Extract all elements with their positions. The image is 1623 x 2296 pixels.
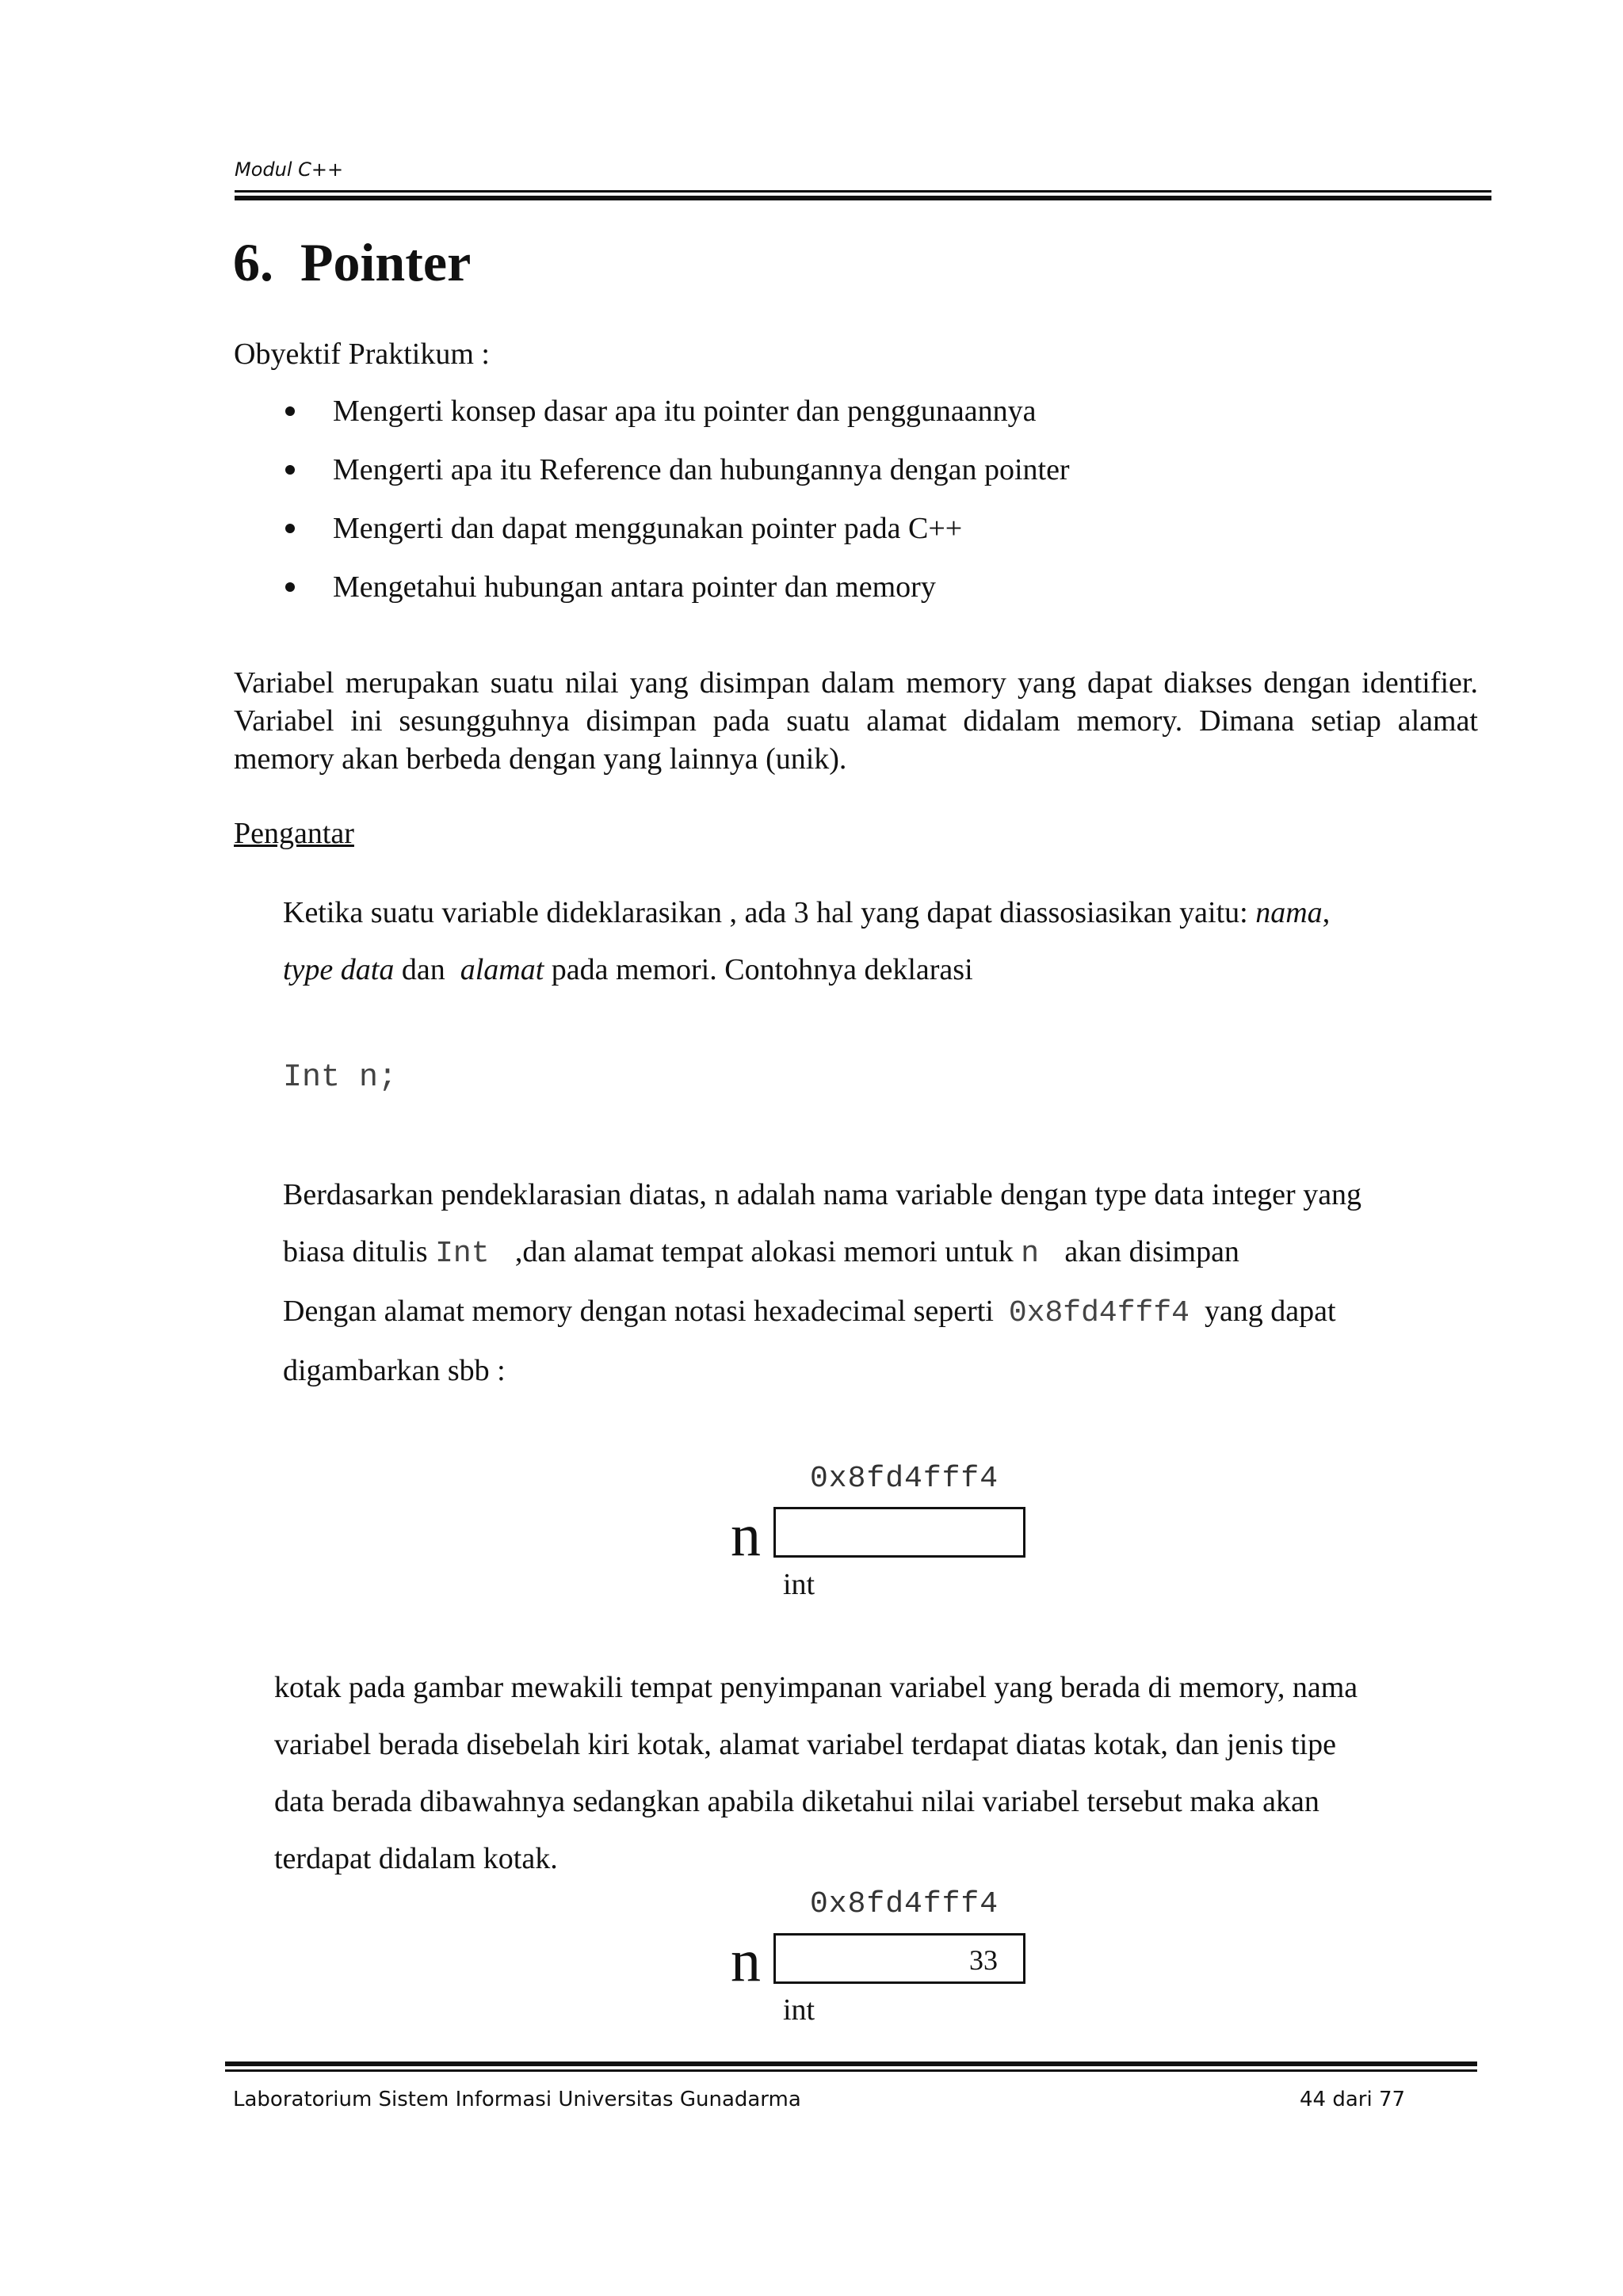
- text-span: pada memori. Contohnya deklarasi: [544, 953, 973, 986]
- list-item: [282, 509, 1070, 568]
- text-span: ,dan alamat tempat alokasi memori untuk: [507, 1235, 1022, 1268]
- declaration-paragraph: [283, 884, 1495, 998]
- text-span: biasa ditulis: [283, 1235, 436, 1268]
- header-module-title: Modul C++: [235, 158, 344, 181]
- data-type-label: int: [783, 1993, 815, 2027]
- objective-text: Mengerti apa itu Reference dan hubungannya dengan pointer: [333, 453, 1070, 486]
- italic-term-type-data: type data: [283, 953, 395, 986]
- list-item: [282, 451, 1070, 509]
- text-span: terdapat didalam kotak.: [274, 1842, 558, 1875]
- explanation-paragraph: [283, 1166, 1495, 1399]
- text-span: ,: [1322, 896, 1331, 929]
- objective-text: Mengerti konsep dasar apa itu pointer dan penggunaannya: [333, 395, 1037, 428]
- header-rule-thin: [235, 190, 1491, 193]
- code-inline-n: n: [1021, 1237, 1057, 1271]
- italic-term-alamat: alamat: [460, 953, 544, 986]
- diagram-explanation-paragraph: [274, 1659, 1495, 1887]
- text-span: dan: [394, 953, 460, 986]
- data-type-label: int: [783, 1568, 815, 1601]
- italic-term-nama: nama: [1255, 896, 1323, 929]
- objective-text: Mengerti dan dapat menggunakan pointer pada C++: [333, 512, 963, 545]
- text-span: Berdasarkan pendeklarasian diatas, n adalah nama variable dengan type data integer yang: [283, 1178, 1362, 1211]
- footer-page-info: 44 dari 77: [1300, 2088, 1406, 2111]
- variable-name-label: n: [731, 1502, 761, 1569]
- header-rule-thick: [235, 196, 1491, 200]
- list-item: [282, 568, 1070, 627]
- code-inline-int: Int: [435, 1237, 508, 1271]
- bullet-icon: [285, 582, 295, 592]
- footer-lab-name: Laboratorium Sistem Informasi Universitas Gunadarma: [233, 2088, 801, 2111]
- intro-paragraph: Variabel merupakan suatu nilai yang disimpan dalam memory yang dapat diakses dengan identifier. Variabel ini sesungguhnya disimpan pada suatu alamat didalam memory. Dimana setiap alamat memory akan berbeda dengan yang lainnya (unik).: [234, 666, 1478, 776]
- variable-name-label: n: [731, 1928, 761, 1994]
- memory-box: [773, 1933, 1025, 1984]
- text-span: Dengan alamat memory dengan notasi hexadecimal seperti: [283, 1295, 1009, 1328]
- text-span: data berada dibawahnya sedangkan apabila diketahui nilai variabel tersebut maka akan: [274, 1785, 1319, 1818]
- objectives-label: Obyektif Praktikum :: [234, 338, 490, 371]
- memory-box: [773, 1507, 1025, 1558]
- code-inline-address: 0x8fd4fff4: [1008, 1296, 1190, 1330]
- text-span: yang dapat: [1189, 1295, 1336, 1328]
- bullet-icon: [285, 406, 295, 416]
- chapter-title: [233, 231, 471, 294]
- section-heading: Pengantar: [234, 817, 354, 850]
- memory-address-label: 0x8fd4fff4: [810, 1887, 999, 1921]
- bullet-icon: [285, 465, 295, 475]
- footer-rule-thin: [225, 2069, 1477, 2072]
- bullet-icon: [285, 524, 295, 533]
- text-span: Ketika suatu variable dideklarasikan , ada 3 hal yang dapat diassosiasikan yaitu:: [283, 896, 1256, 929]
- list-item: [282, 392, 1070, 451]
- memory-address-label: 0x8fd4fff4: [810, 1462, 999, 1496]
- text-span: variabel berada disebelah kiri kotak, alamat variabel terdapat diatas kotak, dan jenis tipe: [274, 1728, 1337, 1761]
- text-span: kotak pada gambar mewakili tempat penyimpanan variabel yang berada di memory, nama: [274, 1671, 1358, 1704]
- code-declaration: Int n;: [283, 1060, 398, 1096]
- memory-value: 33: [969, 1944, 998, 1976]
- objectives-list: [282, 392, 1070, 627]
- footer-rule-thick: [225, 2061, 1477, 2066]
- objective-text: Mengetahui hubungan antara pointer dan memory: [333, 570, 936, 604]
- chapter-title-text: Pointer: [300, 232, 472, 292]
- text-span: akan disimpan: [1056, 1235, 1239, 1268]
- text-span: digambarkan sbb :: [283, 1354, 506, 1387]
- chapter-number: 6.: [233, 232, 273, 292]
